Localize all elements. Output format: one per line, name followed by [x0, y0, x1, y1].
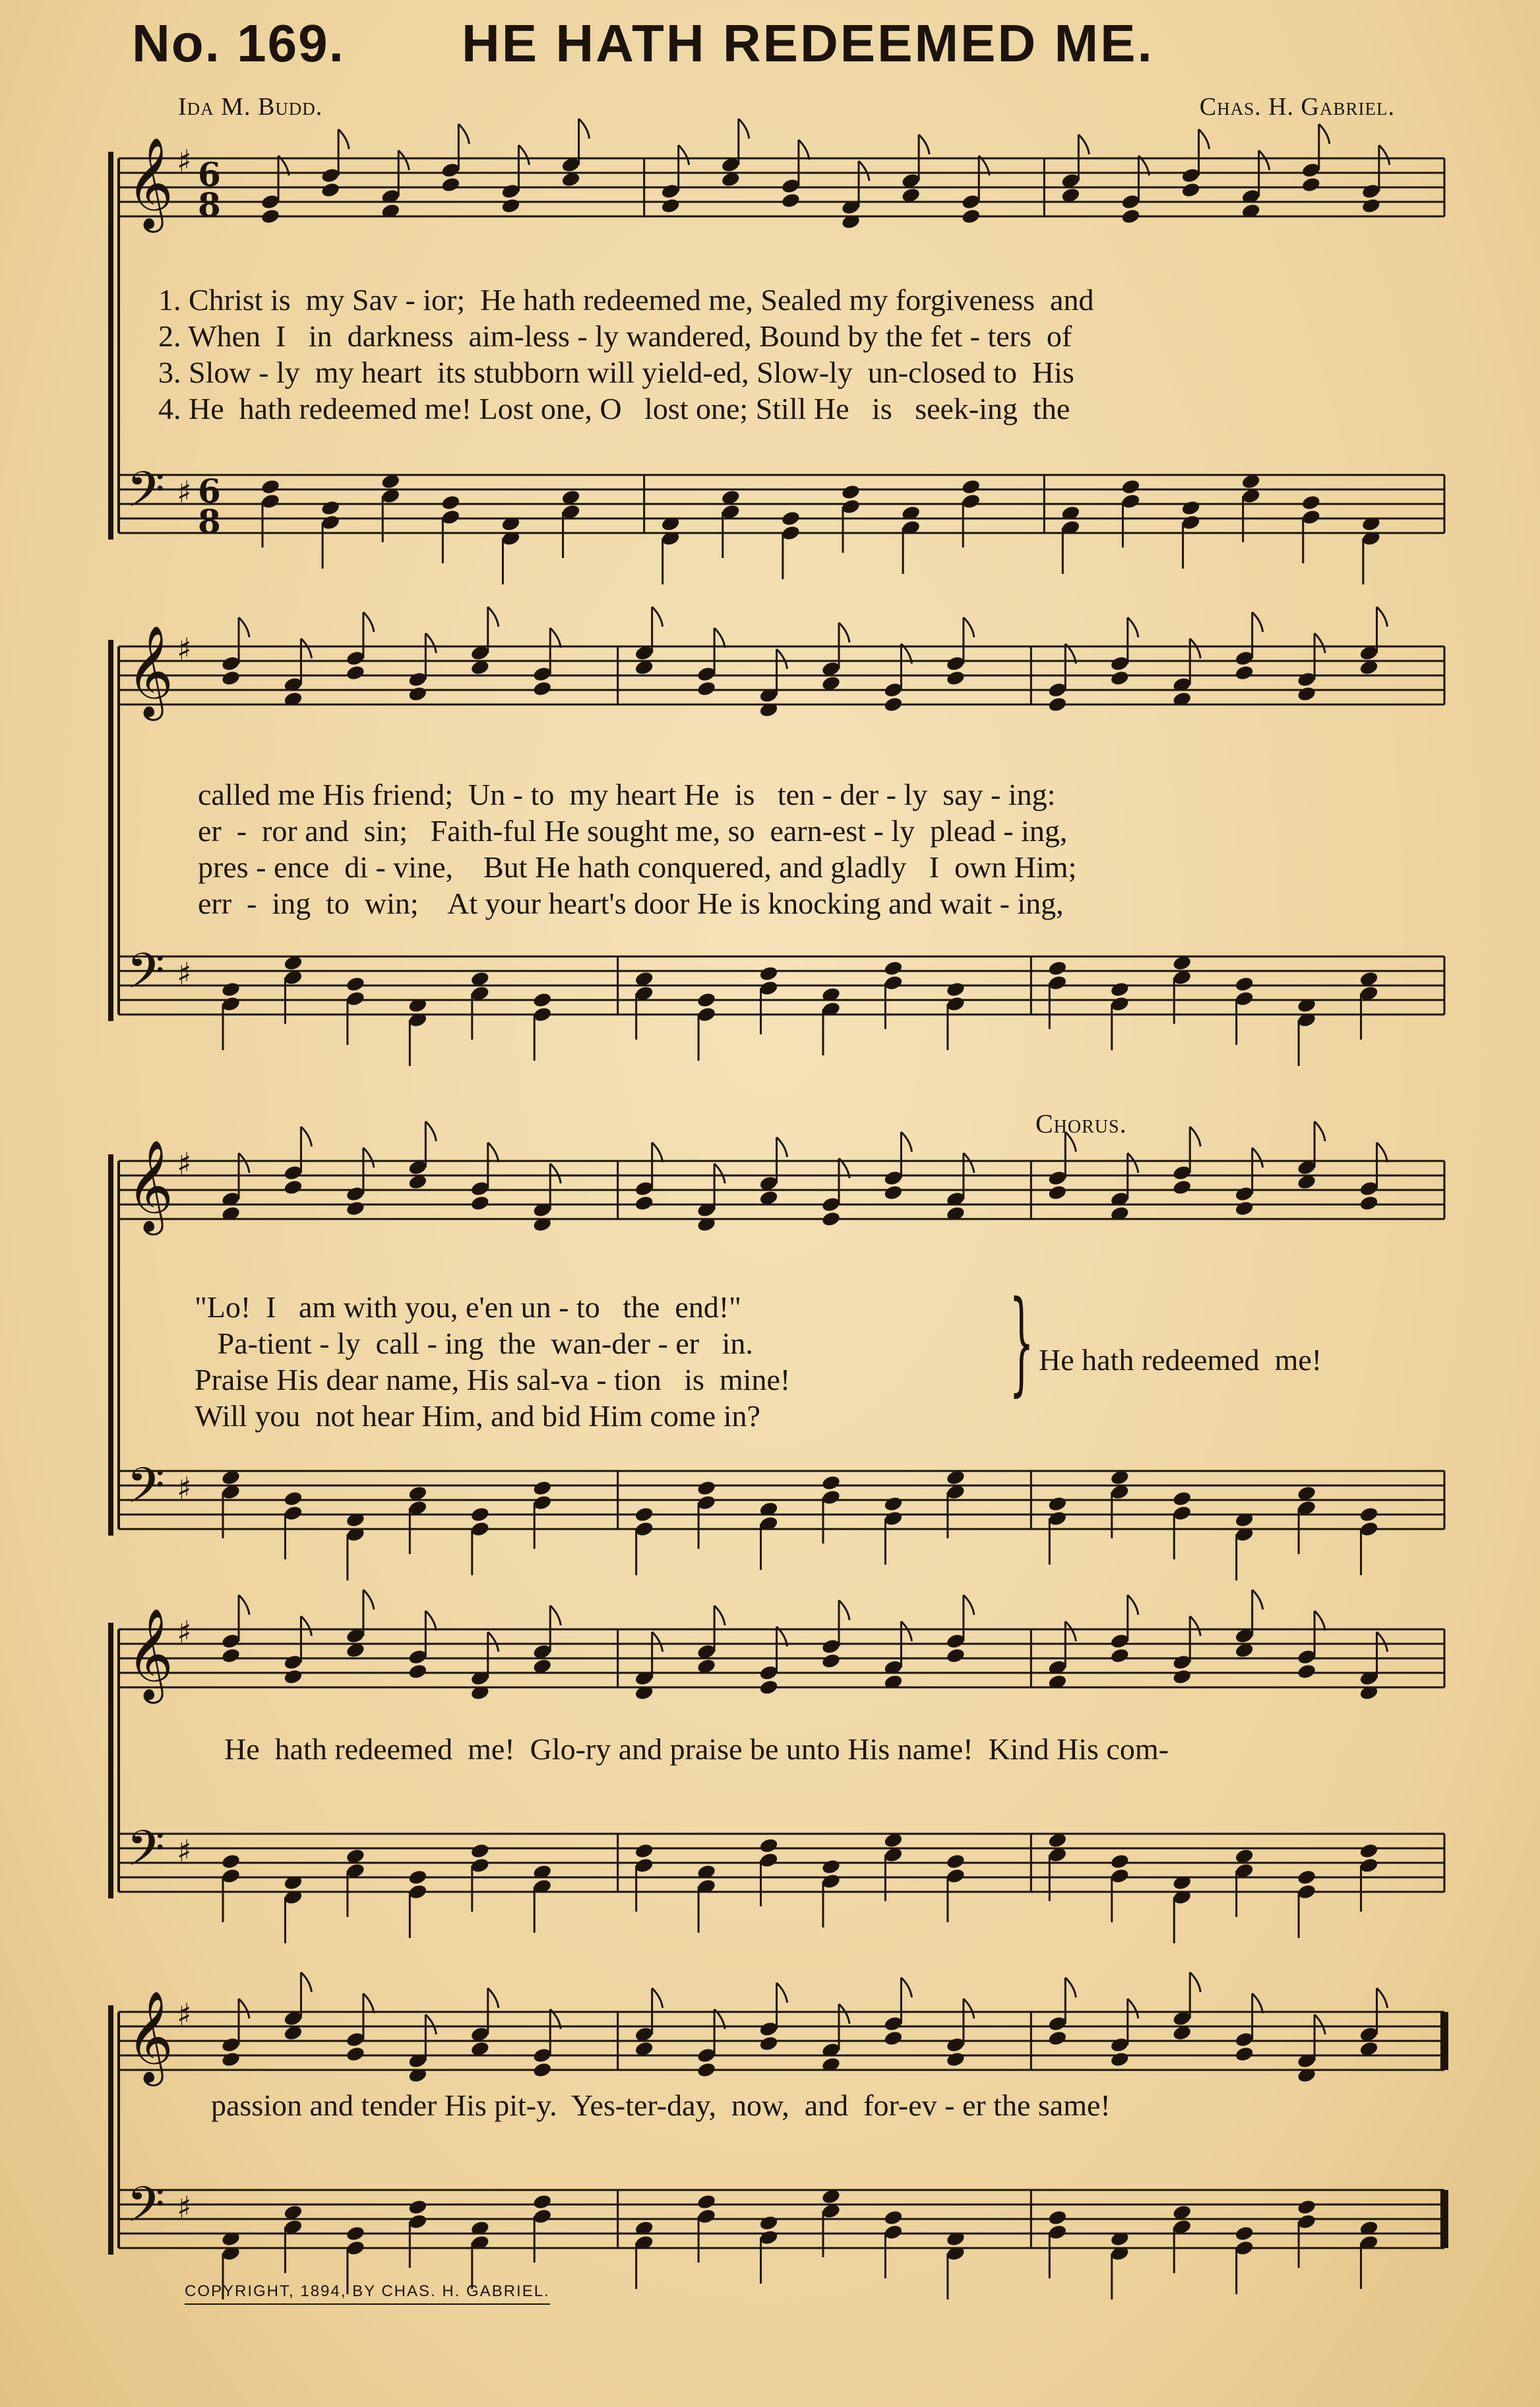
- note-head: [781, 192, 801, 209]
- note-head: [1109, 2051, 1130, 2068]
- sharp-icon: ♯: [177, 2189, 192, 2225]
- note-flag: [301, 1616, 311, 1636]
- note-flag: [1128, 617, 1138, 637]
- note-head: [1047, 696, 1068, 713]
- note-head: [1234, 664, 1254, 681]
- note-head: [532, 2193, 553, 2210]
- note-flag: [1065, 1132, 1076, 1152]
- music-system-5: [106, 1979, 1451, 2269]
- note-flag: [1128, 1595, 1138, 1615]
- note-head: [221, 1853, 241, 1870]
- note-head: [346, 2046, 366, 2063]
- chorus-refrain: He hath redeemed me!: [1039, 1343, 1322, 1377]
- time-signature-icon: 6: [198, 472, 221, 511]
- note-flag: [579, 119, 590, 139]
- note-flag: [901, 1621, 911, 1641]
- note-head: [696, 2193, 717, 2210]
- note-head: [946, 1647, 966, 1664]
- note-flag: [488, 1988, 499, 2008]
- note-head: [821, 1210, 842, 1228]
- note-flag: [1252, 1993, 1263, 2013]
- note-flag: [1319, 124, 1330, 144]
- note-flag: [839, 1600, 849, 1620]
- bass-clef-icon: 𝄢: [127, 1457, 165, 1526]
- treble-clef-icon: 𝄞: [127, 1991, 173, 2082]
- note-flag: [652, 607, 663, 627]
- note-flag: [1190, 1127, 1200, 1146]
- note-head: [883, 2209, 904, 2226]
- note-head: [1301, 494, 1321, 511]
- sharp-icon: ♯: [177, 631, 192, 667]
- note-head: [696, 1480, 717, 1497]
- note-flag: [1259, 150, 1270, 170]
- chorus-line: He hath redeemed me! Glo-ry and praise be unto His name! Kind His com-: [224, 1732, 1169, 1766]
- note-head: [261, 478, 281, 495]
- note-head: [946, 1853, 966, 1870]
- note-flag: [777, 649, 787, 669]
- verse-3-line: 3. Slow - ly my heart its stubborn will yield-ed, Slow-ly un-closed to His: [158, 356, 1074, 389]
- time-signature-icon: 8: [198, 185, 221, 224]
- note-head: [758, 1837, 779, 1854]
- note-head: [696, 2061, 717, 2079]
- note-flag: [1377, 1142, 1388, 1162]
- note-head: [1121, 478, 1141, 495]
- time-signature-icon: 8: [198, 502, 221, 541]
- note-flag: [458, 124, 469, 144]
- note-head: [758, 965, 779, 982]
- note-head: [1234, 976, 1254, 993]
- note-head: [408, 2199, 428, 2216]
- note-head: [961, 478, 981, 495]
- lyricist-credit: Ida M. Budd.: [178, 93, 323, 121]
- note-head: [1359, 1506, 1379, 1523]
- note-flag: [859, 161, 869, 181]
- note-head: [946, 670, 966, 687]
- note-head: [532, 991, 553, 1009]
- note-head: [1109, 1647, 1130, 1664]
- note-head: [501, 197, 521, 214]
- note-head: [261, 208, 281, 225]
- note-flag: [1379, 145, 1390, 165]
- music-system-3: [106, 1095, 1451, 1544]
- chorus-line: passion and tender His pit-y. Yes-ter-day, now, and for-ev - er the same!: [211, 2088, 1111, 2122]
- note-flag: [901, 1978, 911, 1997]
- note-flag: [488, 607, 499, 627]
- note-head: [1172, 1179, 1192, 1196]
- note-head: [1109, 670, 1130, 687]
- staff-pair-4: [106, 1603, 1451, 1946]
- note-flag: [799, 140, 809, 160]
- note-flag: [301, 1972, 311, 1992]
- note-head: [470, 1195, 490, 1212]
- note-head: [1047, 2209, 1068, 2226]
- note-head: [283, 1668, 303, 1685]
- note-head: [1297, 2199, 1317, 2216]
- note-head: [283, 1179, 303, 1196]
- verse-2-line: Pa-tient - ly call - ing the wan-der - er in.: [195, 1327, 753, 1360]
- note-flag: [1065, 1978, 1076, 1997]
- note-flag: [652, 1632, 663, 1652]
- sharp-icon: ♯: [177, 1146, 192, 1181]
- note-flag: [1377, 1988, 1388, 2008]
- note-flag: [550, 1164, 561, 1183]
- note-flag: [1128, 1999, 1138, 2018]
- note-flag: [425, 1121, 436, 1141]
- note-flag: [239, 1153, 249, 1173]
- note-head: [758, 2035, 779, 2052]
- note-head: [1359, 1195, 1379, 1212]
- note-flag: [1252, 1590, 1263, 1610]
- note-flag: [550, 1606, 561, 1625]
- note-head: [883, 2030, 904, 2047]
- chorus-label: Chorus.: [1035, 1109, 1127, 1139]
- note-head: [1047, 1495, 1068, 1513]
- note-head: [283, 1490, 303, 1507]
- note-head: [883, 960, 904, 977]
- hymn-number: No. 169.: [132, 14, 345, 73]
- note-flag: [1377, 607, 1388, 627]
- note-flag: [714, 1606, 725, 1625]
- note-head: [470, 1506, 490, 1523]
- music-system-1: [106, 132, 1451, 554]
- copyright-notice: COPYRIGHT, 1894, BY CHAS. H. GABRIEL.: [185, 2282, 550, 2305]
- note-head: [1047, 960, 1068, 977]
- bass-clef-icon: 𝄢: [127, 1820, 165, 1889]
- treble-clef-icon: 𝄞: [127, 1608, 173, 1700]
- note-head: [696, 680, 717, 697]
- verse-4-line: err - ing to win; At your heart's door He is knocking and wait - ing,: [198, 887, 1064, 920]
- note-flag: [550, 628, 561, 648]
- note-head: [408, 685, 428, 703]
- time-signature-icon: 6: [198, 155, 221, 194]
- note-flag: [1190, 639, 1200, 658]
- note-head: [1121, 208, 1141, 225]
- note-head: [1234, 2225, 1254, 2242]
- note-flag: [739, 119, 749, 139]
- note-head: [1109, 1853, 1130, 1870]
- note-flag: [518, 145, 529, 165]
- note-flag: [652, 1988, 663, 2008]
- verse-3-line: Praise His dear name, His sal-va - tion is mine!: [195, 1363, 791, 1396]
- verse-2-line: er - ror and sin; Faith-ful He sought me, so earn-est - ly plead - ing,: [198, 814, 1068, 848]
- note-head: [441, 494, 461, 511]
- sharp-icon: ♯: [177, 956, 192, 991]
- note-flag: [714, 1164, 725, 1183]
- note-flag: [839, 2004, 849, 2024]
- sharp-icon: ♯: [177, 474, 192, 510]
- note-head: [841, 484, 861, 501]
- note-head: [321, 181, 341, 199]
- note-head: [1297, 1663, 1317, 1680]
- note-flag: [338, 129, 349, 149]
- note-head: [1172, 1668, 1192, 1685]
- note-head: [1047, 1184, 1068, 1201]
- note-head: [321, 499, 341, 516]
- note-flag: [1377, 1632, 1388, 1652]
- note-flag: [1128, 1153, 1138, 1173]
- staff-pair-5: [106, 1979, 1451, 2269]
- note-head: [946, 981, 966, 998]
- note-head: [883, 1184, 904, 1201]
- verse-4-line: 4. He hath redeemed me! Lost one, O lost one; Still He is seek-ing the: [158, 392, 1070, 425]
- note-flag: [488, 1632, 499, 1652]
- note-head: [1297, 685, 1317, 703]
- note-head: [221, 1647, 241, 1664]
- note-head: [1181, 181, 1201, 199]
- note-flag: [777, 1137, 787, 1157]
- note-flag: [1078, 135, 1089, 154]
- composer-credit: Chas. H. Gabriel.: [1199, 93, 1395, 121]
- sharp-icon: ♯: [177, 1470, 192, 1506]
- note-head: [821, 1858, 842, 1875]
- note-head: [758, 2214, 779, 2232]
- note-head: [634, 1195, 654, 1212]
- note-head: [1172, 1490, 1192, 1507]
- note-flag: [901, 1132, 911, 1152]
- note-flag: [777, 1983, 787, 2003]
- note-head: [346, 976, 366, 993]
- note-head: [408, 1869, 428, 1886]
- sharp-icon: ♯: [177, 1833, 192, 1869]
- note-head: [758, 1679, 779, 1696]
- note-flag: [1252, 612, 1263, 632]
- note-head: [1301, 176, 1321, 193]
- note-flag: [239, 1999, 249, 2018]
- note-flag: [301, 1127, 311, 1146]
- note-head: [470, 1842, 490, 1860]
- verse-4-line: Will you not hear Him, and bid Him come in?: [195, 1399, 760, 1433]
- verse-brace: }: [1009, 1277, 1034, 1408]
- note-head: [634, 1506, 654, 1523]
- music-system-2: [106, 607, 1451, 1029]
- note-head: [441, 176, 461, 193]
- note-head: [221, 670, 241, 687]
- note-flag: [1199, 129, 1210, 149]
- note-head: [821, 1652, 842, 1670]
- note-flag: [239, 617, 249, 637]
- verse-1-line: called me His friend; Un - to my heart He is ten - der - ly say - ing:: [198, 778, 1056, 811]
- note-flag: [1252, 1148, 1263, 1168]
- note-head: [1234, 1200, 1254, 1217]
- note-head: [634, 1842, 654, 1860]
- note-head: [883, 1495, 904, 1513]
- verse-2-line: 2. When I in darkness aim-less - ly wandered, Bound by the fet - ters of: [158, 319, 1072, 353]
- note-head: [346, 664, 366, 681]
- note-head: [408, 1663, 428, 1680]
- note-head: [1109, 981, 1130, 998]
- bass-clef-icon: 𝄢: [127, 461, 165, 530]
- hymn-title: HE HATH REDEEMED ME.: [462, 14, 1154, 73]
- page-header: [0, 0, 1540, 86]
- verse-3-line: pres - ence di - vine, But He hath conquered, and gladly I own Him;: [198, 850, 1077, 884]
- note-flag: [1190, 1616, 1200, 1636]
- note-flag: [301, 639, 311, 658]
- note-head: [1181, 499, 1201, 516]
- note-head: [346, 1200, 366, 1217]
- bass-clef-icon: 𝄢: [127, 943, 165, 1012]
- note-flag: [239, 1595, 249, 1615]
- treble-clef-icon: 𝄞: [127, 625, 173, 717]
- treble-clef-icon: 𝄞: [127, 137, 173, 229]
- verse-1-line: 1. Christ is my Sav - ior; He hath redeemed me, Sealed my forgiveness and: [158, 283, 1094, 317]
- note-flag: [1190, 1972, 1200, 1992]
- note-flag: [425, 1611, 436, 1631]
- note-head: [781, 510, 801, 527]
- bass-staff: [119, 1834, 1444, 1892]
- note-flag: [488, 1142, 499, 1162]
- note-flag: [425, 633, 436, 653]
- note-head: [660, 197, 681, 214]
- note-head: [1234, 2046, 1254, 2063]
- note-flag: [1314, 2015, 1325, 2034]
- note-head: [532, 680, 553, 697]
- note-flag: [964, 1999, 974, 2018]
- bass-clef-icon: 𝄢: [127, 2176, 165, 2245]
- note-flag: [425, 2015, 436, 2034]
- note-head: [946, 2051, 966, 2068]
- note-head: [1361, 197, 1382, 214]
- note-flag: [964, 1153, 974, 1173]
- note-head: [696, 991, 717, 1009]
- note-flag: [363, 612, 374, 632]
- note-flag: [363, 1590, 374, 1610]
- sharp-icon: ♯: [177, 143, 192, 179]
- note-head: [221, 981, 241, 998]
- note-head: [532, 2061, 553, 2079]
- note-flag: [679, 145, 689, 165]
- note-flag: [964, 617, 974, 637]
- verse-1-line: "Lo! I am with you, e'en un - to the end!": [195, 1290, 741, 1324]
- note-flag: [652, 1142, 663, 1162]
- note-flag: [1314, 633, 1325, 653]
- treble-clef-icon: 𝄞: [127, 1140, 173, 1232]
- note-head: [346, 2225, 366, 2242]
- note-head: [532, 1480, 553, 1497]
- note-head: [1047, 2030, 1068, 2047]
- note-flag: [363, 1148, 374, 1168]
- note-flag: [714, 628, 725, 648]
- note-flag: [1065, 1621, 1076, 1641]
- note-head: [961, 208, 981, 225]
- note-head: [883, 696, 904, 713]
- note-flag: [398, 150, 409, 170]
- note-head: [1297, 1869, 1317, 1886]
- note-head: [221, 2051, 241, 2068]
- sharp-icon: ♯: [177, 1997, 192, 2032]
- sharp-icon: ♯: [177, 1614, 192, 1650]
- music-system-4: [106, 1603, 1451, 1946]
- note-head: [821, 1474, 842, 1491]
- note-flag: [964, 1595, 974, 1615]
- note-flag: [1314, 1121, 1325, 1141]
- note-head: [1359, 1842, 1379, 1860]
- note-flag: [839, 623, 849, 642]
- note-flag: [919, 135, 929, 154]
- note-flag: [1314, 1611, 1325, 1631]
- note-flag: [363, 1993, 374, 2013]
